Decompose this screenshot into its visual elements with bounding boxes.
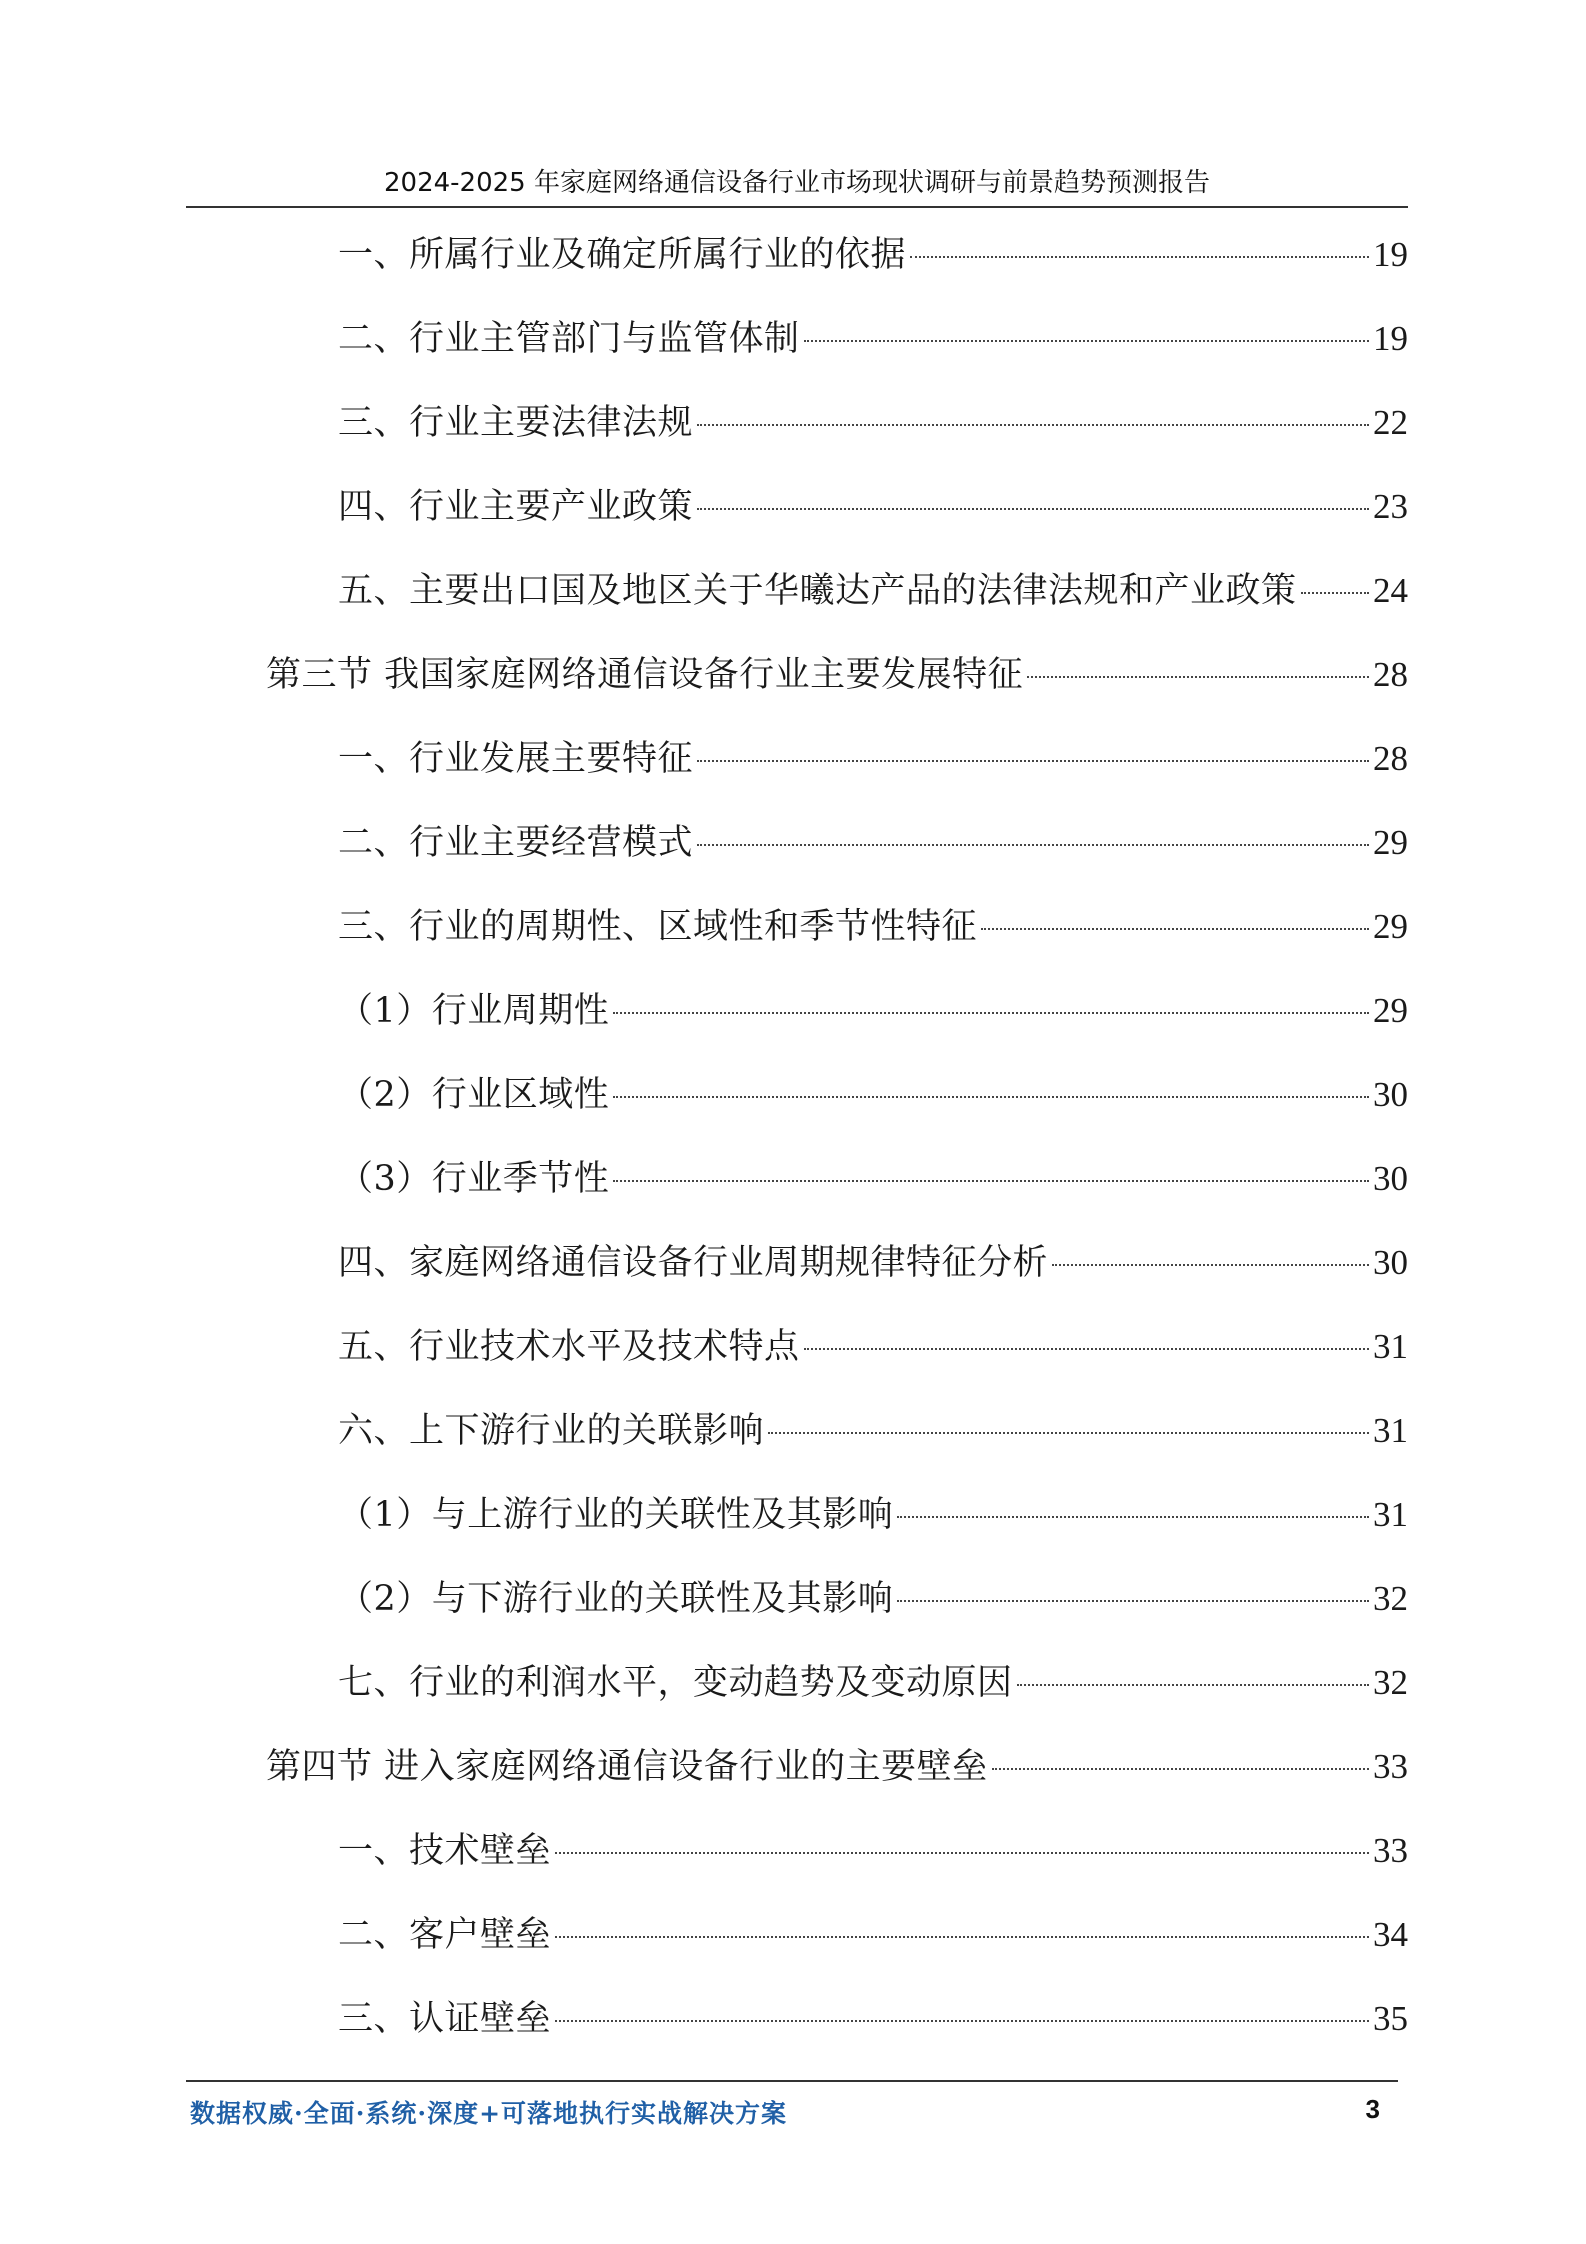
page-header-title: 2024-2025 年家庭网络通信设备行业市场现状调研与前景趋势预测报告 bbox=[384, 168, 1210, 198]
toc-dot-leader bbox=[555, 1852, 1369, 1854]
toc-entry-page-number: 32 bbox=[1373, 1579, 1408, 1618]
toc-dot-leader bbox=[981, 928, 1369, 930]
toc-entry-page-number: 24 bbox=[1373, 571, 1408, 610]
toc-entry-page-number: 29 bbox=[1373, 823, 1408, 862]
toc-entry-label: （1）行业周期性 bbox=[338, 991, 610, 1031]
toc-entry-label: 三、行业主要法律法规 bbox=[338, 403, 694, 443]
toc-entry-label: 第三节 我国家庭网络通信设备行业主要发展特征 bbox=[266, 655, 1024, 695]
toc-entry-label: 六、上下游行业的关联影响 bbox=[338, 1411, 765, 1451]
toc-entry[interactable] bbox=[338, 230, 1408, 280]
toc-entry-page-number: 34 bbox=[1373, 1915, 1408, 1954]
toc-dot-leader bbox=[555, 2020, 1369, 2022]
toc-dot-leader bbox=[897, 1600, 1369, 1602]
toc-entry-page-number: 33 bbox=[1373, 1747, 1408, 1786]
toc-entry[interactable] bbox=[338, 1658, 1408, 1708]
toc-entry-page-number: 30 bbox=[1373, 1243, 1408, 1282]
toc-entry-label: 三、认证壁垒 bbox=[338, 1999, 552, 2039]
toc-entry-label: 三、行业的周期性、区域性和季节性特征 bbox=[338, 907, 978, 947]
toc-entry-label: （3）行业季节性 bbox=[338, 1159, 610, 1199]
toc-entry[interactable] bbox=[266, 650, 1408, 700]
toc-entry-page-number: 28 bbox=[1373, 655, 1408, 694]
toc-dot-leader bbox=[555, 1936, 1369, 1938]
toc-entry-label: （1）与上游行业的关联性及其影响 bbox=[338, 1495, 894, 1535]
toc-dot-leader bbox=[910, 256, 1369, 258]
toc-entry[interactable] bbox=[338, 1574, 1408, 1624]
toc-entry[interactable] bbox=[338, 734, 1408, 784]
footer-page-number: 3 bbox=[1365, 2094, 1380, 2124]
toc-entry-label: 五、主要出口国及地区关于华曦达产品的法律法规和产业政策 bbox=[338, 571, 1297, 611]
toc-entry-page-number: 19 bbox=[1373, 235, 1408, 274]
toc-entry-label: 一、行业发展主要特征 bbox=[338, 739, 694, 779]
toc-entry[interactable] bbox=[338, 818, 1408, 868]
toc-entry[interactable] bbox=[338, 1910, 1408, 1960]
toc-dot-leader bbox=[992, 1768, 1369, 1770]
footer-slogan: 数据权威·全面·系统·深度+可落地执行实战解决方案 bbox=[190, 2099, 788, 2128]
toc-entry[interactable] bbox=[338, 1154, 1408, 1204]
toc-entry[interactable] bbox=[338, 1322, 1408, 1372]
toc-entry[interactable] bbox=[338, 1070, 1408, 1120]
toc-entry[interactable] bbox=[338, 398, 1408, 448]
toc-entry-page-number: 33 bbox=[1373, 1831, 1408, 1870]
toc-entry-page-number: 31 bbox=[1373, 1327, 1408, 1366]
toc-dot-leader bbox=[697, 424, 1369, 426]
toc-dot-leader bbox=[697, 760, 1369, 762]
toc-entry-label: （2）行业区域性 bbox=[338, 1075, 610, 1115]
toc-entry-label: 四、行业主要产业政策 bbox=[338, 487, 694, 527]
toc-entry-label: 五、行业技术水平及技术特点 bbox=[338, 1327, 800, 1367]
toc-entry-page-number: 32 bbox=[1373, 1663, 1408, 1702]
toc-entry-page-number: 19 bbox=[1373, 319, 1408, 358]
toc-dot-leader bbox=[897, 1516, 1369, 1518]
toc-entry-page-number: 31 bbox=[1373, 1495, 1408, 1534]
toc-dot-leader bbox=[1027, 676, 1369, 678]
toc-entry-label: 四、家庭网络通信设备行业周期规律特征分析 bbox=[338, 1243, 1049, 1283]
toc-entry[interactable] bbox=[338, 986, 1408, 1036]
toc-dot-leader bbox=[1052, 1264, 1369, 1266]
toc-dot-leader bbox=[804, 340, 1369, 342]
toc-dot-leader bbox=[613, 1096, 1369, 1098]
toc-dot-leader bbox=[697, 844, 1369, 846]
toc-entry[interactable] bbox=[338, 482, 1408, 532]
toc-entry-page-number: 29 bbox=[1373, 907, 1408, 946]
toc-dot-leader bbox=[1301, 592, 1369, 594]
toc-entry[interactable] bbox=[338, 902, 1408, 952]
header-divider bbox=[186, 206, 1408, 208]
footer-divider bbox=[186, 2080, 1398, 2082]
toc-entry[interactable] bbox=[338, 314, 1408, 364]
toc-entry[interactable] bbox=[338, 1406, 1408, 1456]
toc-dot-leader bbox=[768, 1432, 1369, 1434]
toc-entry-page-number: 31 bbox=[1373, 1411, 1408, 1450]
toc-dot-leader bbox=[613, 1180, 1369, 1182]
toc-entry-page-number: 30 bbox=[1373, 1159, 1408, 1198]
toc-dot-leader bbox=[804, 1348, 1369, 1350]
toc-entry[interactable] bbox=[338, 1826, 1408, 1876]
toc-entry-label: （2）与下游行业的关联性及其影响 bbox=[338, 1579, 894, 1619]
toc-entry[interactable] bbox=[338, 1994, 1408, 2044]
toc-entry-label: 二、客户壁垒 bbox=[338, 1915, 552, 1955]
toc-entry[interactable] bbox=[338, 1238, 1408, 1288]
toc-entry-page-number: 28 bbox=[1373, 739, 1408, 778]
toc-entry-page-number: 30 bbox=[1373, 1075, 1408, 1114]
toc-dot-leader bbox=[697, 508, 1369, 510]
toc-entry-page-number: 35 bbox=[1373, 1999, 1408, 2038]
toc-entry-label: 一、技术壁垒 bbox=[338, 1831, 552, 1871]
toc-dot-leader bbox=[1017, 1684, 1369, 1686]
toc-dot-leader bbox=[613, 1012, 1369, 1014]
toc-entry-label: 二、行业主管部门与监管体制 bbox=[338, 319, 800, 359]
toc-entry-page-number: 23 bbox=[1373, 487, 1408, 526]
toc-entry-label: 七、行业的利润水平，变动趋势及变动原因 bbox=[338, 1663, 1013, 1703]
toc-entry-label: 二、行业主要经营模式 bbox=[338, 823, 694, 863]
toc-entry[interactable] bbox=[338, 1490, 1408, 1540]
toc-entry-label: 一、所属行业及确定所属行业的依据 bbox=[338, 235, 907, 275]
toc-entry-page-number: 29 bbox=[1373, 991, 1408, 1030]
toc-entry[interactable] bbox=[266, 1742, 1408, 1792]
toc-entry[interactable] bbox=[338, 566, 1408, 616]
toc-entry-page-number: 22 bbox=[1373, 403, 1408, 442]
toc-entry-label: 第四节 进入家庭网络通信设备行业的主要壁垒 bbox=[266, 1747, 988, 1787]
